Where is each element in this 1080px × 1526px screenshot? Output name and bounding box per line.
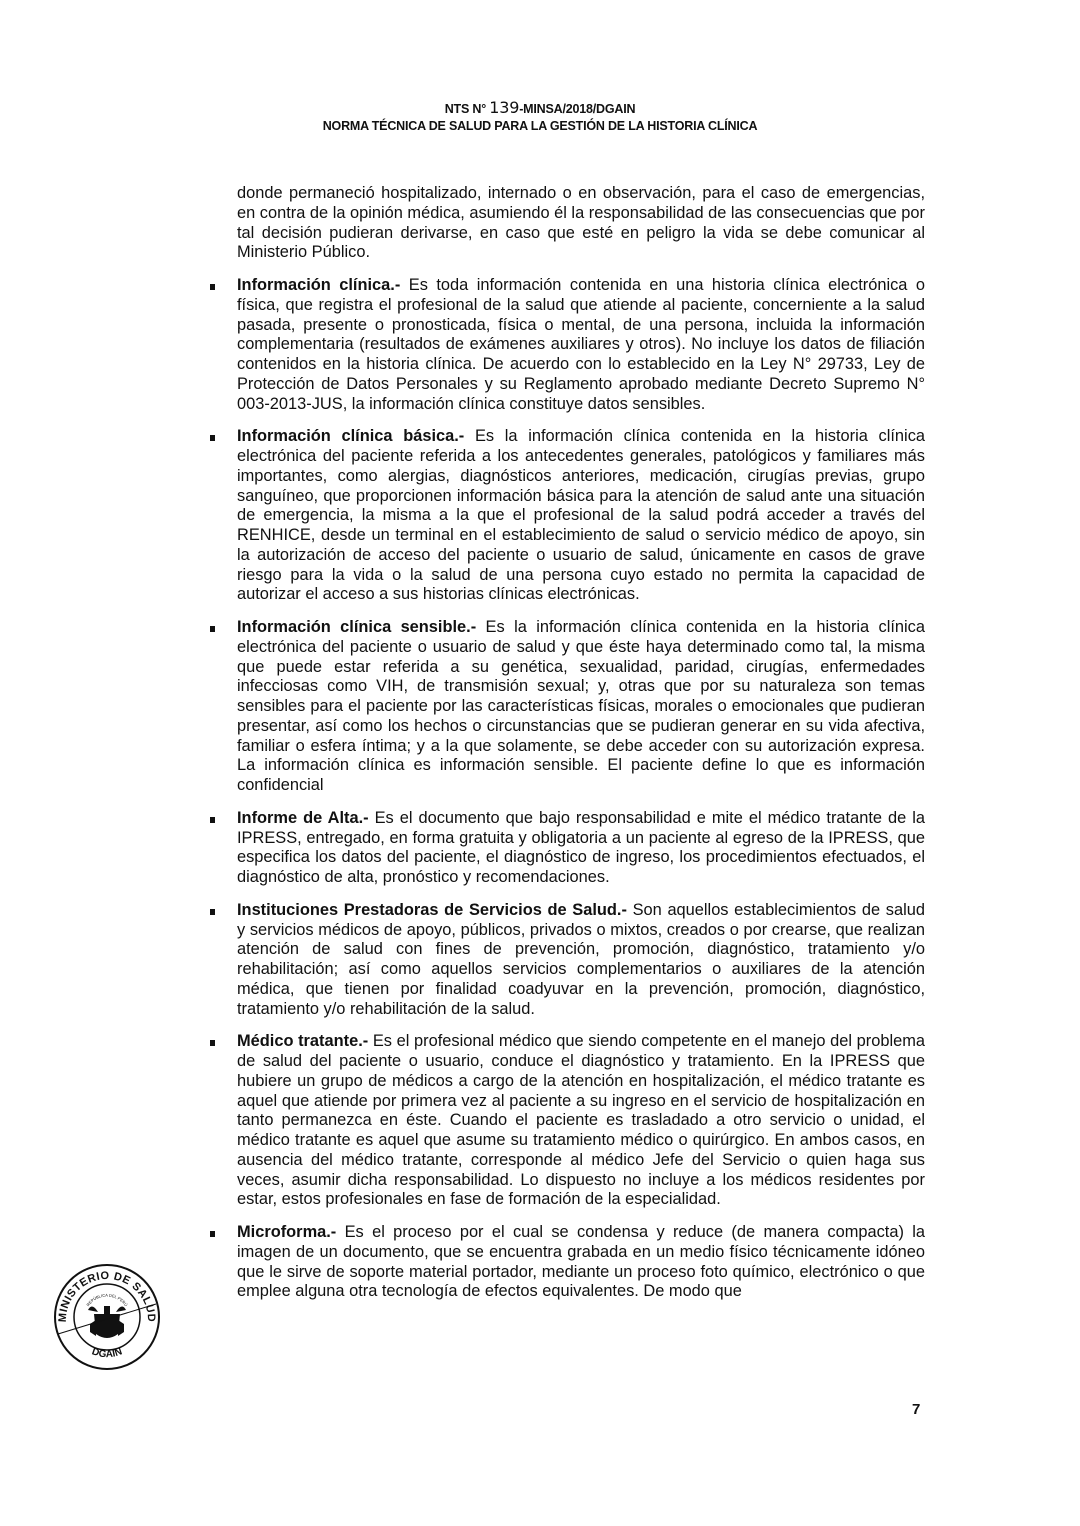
- bullet-icon: [210, 626, 215, 632]
- definition-term: Información clínica básica.-: [237, 427, 465, 446]
- definition-item: [237, 427, 925, 605]
- definition-item: [237, 1223, 925, 1302]
- bullet-icon: [210, 1040, 215, 1046]
- definition-term: Instituciones Prestadoras de Servicios de Salud.-: [237, 900, 627, 919]
- definition-item: [237, 809, 925, 888]
- definition-text: Es la información clínica contenida en la historia clínica electrónica del paciente o usuario de salud y que éste haya determinado como tal, la misma que puede estar referida a su genética, sexualidad, paridad, cirugías, enfermedades infecciosas como VIH, de transmisión sexual; y, otras que por su naturaleza son temas sensibles para el paciente por las características físicas, morales o emocionales que pudieran presentar, así como los hechos o circunstancias que se pudieran generar en su vida afectiva, familiar o esfera íntima; y a la que solamente, se debe acceder con su autorización expresa. La información clínica es información sensible. El paciente define lo que es información confidencial: [237, 618, 925, 794]
- norm-code: [0, 99, 1080, 118]
- definition-term: Informe de Alta.-: [237, 808, 369, 827]
- page-number: 7: [912, 1401, 921, 1418]
- coat-of-arms-icon: [88, 1306, 126, 1338]
- ministry-seal: [52, 1262, 162, 1372]
- intro-paragraph: donde permaneció hospitalizado, internado o en observación, para el caso de emergencias, en contra de la opinión médica, asumiendo él la responsabilidad de las consecuencias que por tal decisión pudieran derivarse, en caso que esté en peligro la vida se debe comunicar al Ministerio Público.: [237, 184, 925, 262]
- definition-text: Es toda información contenida en una historia clínica electrónica o física, que registra el profesional de la salud que atiende al paciente, concerniente a la salud pasada, presente o pronosticada, física o mental, de una persona, incluida la información complementaria (resultados de exámenes auxiliares y otros). No incluye los datos de filiación contenidos en la historia clínica. De acuerdo con lo establecido en la Ley N° 29733, Ley de Protección de Datos Personales y su Reglamento aprobado mediante Decreto Supremo N° 003-2013-JUS, la información clínica constituye datos sensibles.: [237, 276, 925, 413]
- document-body: [237, 184, 925, 1315]
- definition-term: Médico tratante.-: [237, 1032, 369, 1051]
- norm-title: NORMA TÉCNICA DE SALUD PARA LA GESTIÓN DE LA HISTORIA CLÍNICA: [322, 119, 758, 133]
- bullet-icon: [210, 817, 215, 823]
- definition-item: [237, 276, 925, 414]
- norm-code-suffix: -MINSA/2018/DGAIN: [519, 102, 636, 116]
- definition-text: Es la información clínica contenida en la historia clínica electrónica del paciente referida a los antecedentes generales, patológicos y familiares más importantes, como alergias, diagnósticos anteriores, medicación, cirugías previas, grupo sanguíneo, que proporcionen información básica para la atención de salud ante una situación de emergencia, la misma a la que el profesional de la salud podrá acceder a través del RENHICE, desde un terminal en el establecimiento de salud o servicio médico de apoyo, sin la autorización de acceso del paciente o usuario de salud, únicamente en casos de grave riesgo para la vida o la salud de una persona cuyo estado no permita la capacidad de autorizar el acceso a sus historias clínicas electrónicas.: [237, 427, 926, 604]
- svg-text:MINISTERIO DE SALUD: MINISTERIO DE SALUD: [56, 1269, 158, 1323]
- bullet-icon: [210, 1231, 215, 1237]
- definition-item: [237, 618, 925, 796]
- svg-text:DGAIN: DGAIN: [90, 1346, 124, 1361]
- definition-term: Información clínica sensible.-: [237, 618, 477, 636]
- document-header: [0, 99, 1080, 135]
- definition-item: [237, 901, 925, 1020]
- definition-item: [237, 1032, 925, 1210]
- bullet-icon: [210, 284, 215, 290]
- definition-text: Es el profesional médico que siendo competente en el manejo del problema de salud del paciente o usuario, conduce el diagnóstico y tratamiento. En la IPRESS que hubiere un grupo de médicos a cargo de la atención en hospitalización, el médico tratante es aquel que atiende por primera vez al paciente a su ingreso en el servicio de hospitalización en tanto permanezca en éste. Cuando el paciente es trasladado a otro servicio o unidad, el médico tratante es aquel que asume su tratamiento médico o quirúrgico. En ambos casos, en ausencia del médico tratante, corresponde al médico Jefe del Servicio o quien haga sus veces, asumir dicha responsabilidad. Lo dispuesto no incluye a los médicos residentes por estar, estos profesionales en fase de formación de la especialidad.: [237, 1032, 925, 1209]
- definition-text: Es el documento que bajo responsabilidad e mite el médico tratante de la IPRESS, entregado, en forma gratuita y obligatoria a un paciente al egreso de la IPRESS, que especifica los datos del paciente, el diagnóstico de ingreso, los procedimientos efectuados, el diagnóstico de alta, pronóstico y recomendaciones.: [237, 808, 925, 886]
- bullet-icon: [210, 909, 215, 915]
- norm-code-prefix: NTS N°: [444, 102, 490, 116]
- bullet-icon: [210, 435, 215, 441]
- definition-text: Es el proceso por el cual se condensa y reduce (de manera compacta) la imagen de un documento, que se encuentra grabada en un medio físico técnicamente idóneo que le sirve de soporte material portador, mediante un proceso foto químico, electrónico o que emplee alguna otra tecnología de efectos equivalentes. De modo que: [237, 1223, 925, 1301]
- seal-stamp-icon: [52, 1262, 162, 1372]
- definition-term: Microforma.-: [237, 1223, 337, 1241]
- handwritten-norm-number: 139: [489, 98, 520, 117]
- svg-text:REPÚBLICA DEL PERÚ: REPÚBLICA DEL PERÚ: [85, 1292, 129, 1308]
- definition-text: Son aquellos establecimientos de salud y servicios médicos de apoyo, públicos, privados o mixtos, creados o por crearse, que realizan atención de salud con fines de prevención, promoción, diagnóstico, tratamiento y/o rehabilitación; así como aquellos servicios complementarios o auxiliares de la atención médica, que tienen por finalidad coadyuvar en la prevención, promoción, diagnóstico, tratamiento y/o rehabilitación de la salud.: [237, 900, 925, 1018]
- definition-term: Información clínica.-: [237, 276, 401, 294]
